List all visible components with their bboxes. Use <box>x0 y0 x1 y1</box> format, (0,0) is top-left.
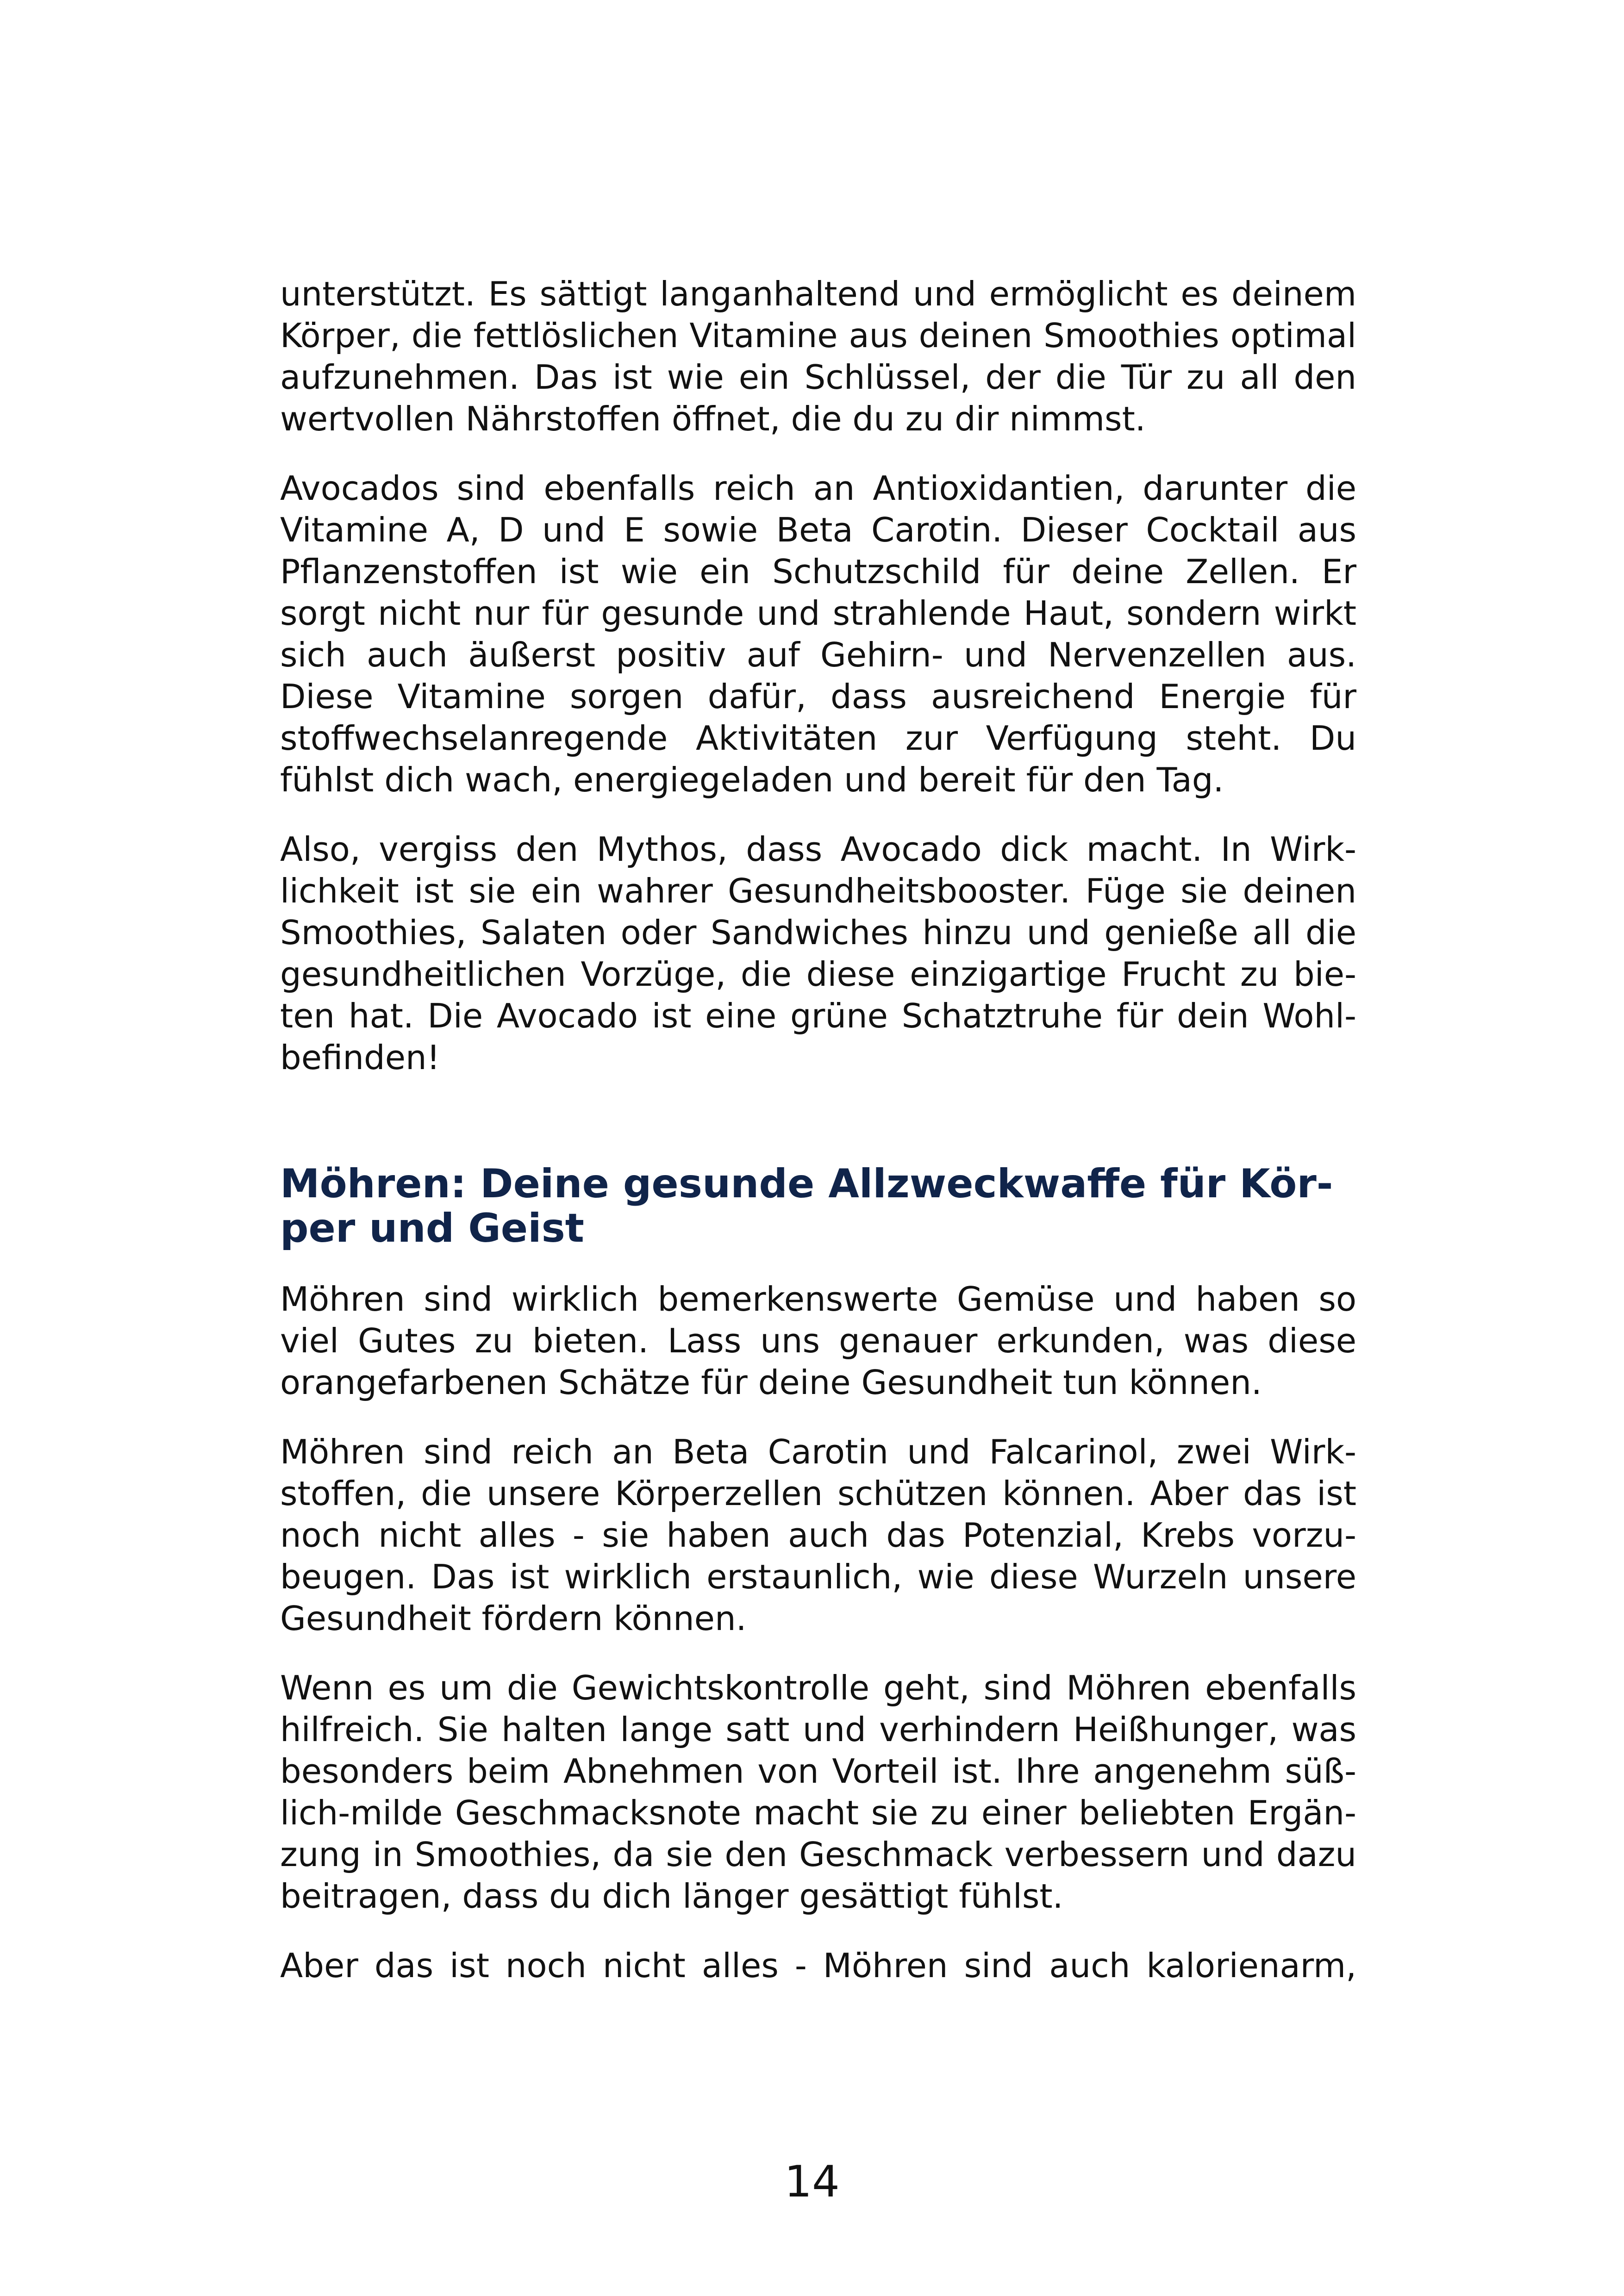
paragraph-avocado-3: Also, vergiss den Mythos, dass Avocado dick macht. In Wirklichkeit ist sie ein wahrer Gesundheitsbooster. Füge sie deinen Smoothies, Salaten oder Sandwiches hinzu und genieße all die gesundheitlichen Vorzüge, die diese einzigartige Frucht zu bieten hat. Die Avocado ist eine grüne Schatztruhe für dein Wohlbefinden! <box>280 830 1356 1077</box>
paragraph-avocado-1: unterstützt. Es sättigt langanhaltend und ermöglicht es deinem Körper, die fettlöslichen Vitamine aus deinen Smoothies optimal aufzunehmen. Das ist wie ein Schlüssel, der die Tür zu all den wertvollen Nährstoffen öffnet, die du zu dir nimmst. <box>280 274 1356 438</box>
page-number: 14 <box>784 2157 840 2207</box>
section-heading: Möhren: Deine gesunde Allzweckwaffe für Körper und Geist <box>280 1161 1333 1251</box>
text-column <box>280 273 1356 2014</box>
paragraph-carrot-3: Wenn es um die Gewichtskontrolle geht, sind Möhren ebenfalls hilfreich. Sie halten lange satt und verhindern Heißhunger, was besonders beim Abnehmen von Vorteil ist. Ihre angenehm süßlich-milde Geschmacksnote macht sie zu einer beliebten Ergänzung in Smoothies, da sie den Geschmack verbessern und dazu beitragen, dass du dich länger gesättigt fühlst. <box>280 1668 1356 1916</box>
paragraph-carrot-1: Möhren sind wirklich bemerkenswerte Gemüse und haben so viel Gutes zu bieten. Lass uns genauer erkunden, was diese orangefarbenen Schätze für deine Gesundheit tun können. <box>280 1280 1356 1402</box>
paragraph-carrot-2: Möhren sind reich an Beta Carotin und Falcarinol, zwei Wirkstoffen, die unsere Körperzellen schützen können. Aber das ist noch nicht alles - sie haben auch das Potenzial, Krebs vorzubeugen. Das ist wirklich erstaunlich, wie diese Wurzeln unsere Gesundheit fördern können. <box>280 1432 1356 1638</box>
paragraph-avocado-2: Avocados sind ebenfalls reich an Antioxidantien, darunter die Vitamine A, D und E sowie Beta Carotin. Dieser Cocktail aus Pflanzenstoffen ist wie ein Schutzschild für deine Zellen. Er sorgt nicht nur für gesunde und strahlende Haut, sondern wirkt sich auch äußerst positiv auf Gehirn- und Nervenzellen aus. Diese Vitamine sorgen dafür, dass ausreichend Energie für stoffwechselanregende Aktivitäten zur Verfügung steht. Du fühlst dich wach, energiegeladen und bereit für den Tag. <box>280 469 1356 799</box>
paragraph-carrot-4: Aber das ist noch nicht alles - Möhren sind auch kalorienarm, <box>280 1946 1356 1985</box>
